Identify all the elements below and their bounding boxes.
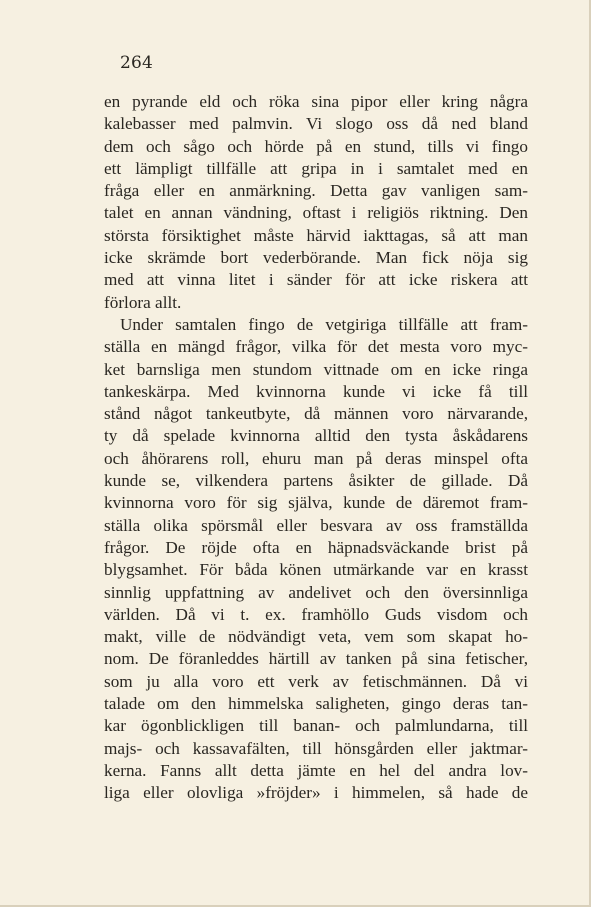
text-line: fråga eller en anmärkning. Detta gav vanligen sam- <box>104 181 528 201</box>
text-line: kunde se, vilkendera partens åsikter de gillade. Då <box>104 471 528 491</box>
text-line: med att vinna litet i sänder för att icke riskera att <box>104 270 528 290</box>
text-line: talet en annan vändning, oftast i religiös riktning. Den <box>104 203 528 223</box>
text-line: stånd något tankeutbyte, då männen voro närvarande, <box>104 404 528 424</box>
text-line: ställa olika spörsmål eller besvara av oss framställda <box>104 515 528 535</box>
text-line: kar ögonblickligen till banan- och palmlundarna, till <box>104 716 528 736</box>
text-line: största försiktighet måste härvid iakttagas, så att man <box>104 225 528 245</box>
text-line: frågor. De röjde ofta en häpnadsväckande brist på <box>104 537 528 557</box>
text-line: ty då spelade kvinnorna alltid den tysta åskådarens <box>104 426 528 446</box>
text-line: som ju alla voro ett verk av fetischmännen. Då vi <box>104 671 528 691</box>
page-number: 264 <box>120 53 154 73</box>
text-line: och åhörarens roll, ehuru man på deras minspel ofta <box>104 448 528 468</box>
text-line: talade om den himmelska saligheten, gingo deras tan- <box>104 694 528 714</box>
text-line: makt, ville de nödvändigt veta, vem som skapat ho- <box>104 627 528 647</box>
text-line: förlora allt. <box>104 292 182 312</box>
paragraph-2 <box>104 314 528 805</box>
text-line: blygsamhet. För båda könen utmärkande var en krasst <box>104 560 528 580</box>
text-line: ket barnsliga men stundom vittnade om en icke ringa <box>104 359 528 379</box>
text-line: tankeskärpa. Med kvinnorna kunde vi icke få till <box>104 381 528 401</box>
text-line: kerna. Fanns allt detta jämte en hel del andra lov- <box>104 760 528 780</box>
body-text <box>104 91 528 805</box>
text-line: världen. Då vi t. ex. framhöllo Guds visdom och <box>104 604 528 624</box>
text-line: icke skrämde bort vederbörande. Man fick nöja sig <box>104 248 528 268</box>
text-line: sinnlig uppfattning av andelivet och den översinnliga <box>104 582 528 602</box>
text-line: kalebasser med palmvin. Vi slogo oss då ned bland <box>104 114 528 134</box>
text-line: ett lämpligt tillfälle att gripa in i samtalet med en <box>104 158 528 178</box>
paragraph-1 <box>104 91 528 314</box>
text-line: Under samtalen fingo de vetgiriga tillfälle att fram- <box>120 314 528 334</box>
text-line: en pyrande eld och röka sina pipor eller kring några <box>104 92 528 111</box>
text-line: nom. De föranleddes härtill av tanken på sina fetischer, <box>104 649 528 669</box>
text-line: liga eller olovliga »fröjder» i himmelen, så hade de <box>104 783 528 803</box>
text-line: dem och sågo och hörde på en stund, tills vi fingo <box>104 136 528 156</box>
text-line: majs- och kassavafälten, till hönsgården eller jaktmar- <box>104 738 528 758</box>
text-line: kvinnorna voro för sig själva, kunde de däremot fram- <box>104 493 528 513</box>
text-line: ställa en mängd frågor, vilka för det mesta voro myc- <box>104 337 528 357</box>
